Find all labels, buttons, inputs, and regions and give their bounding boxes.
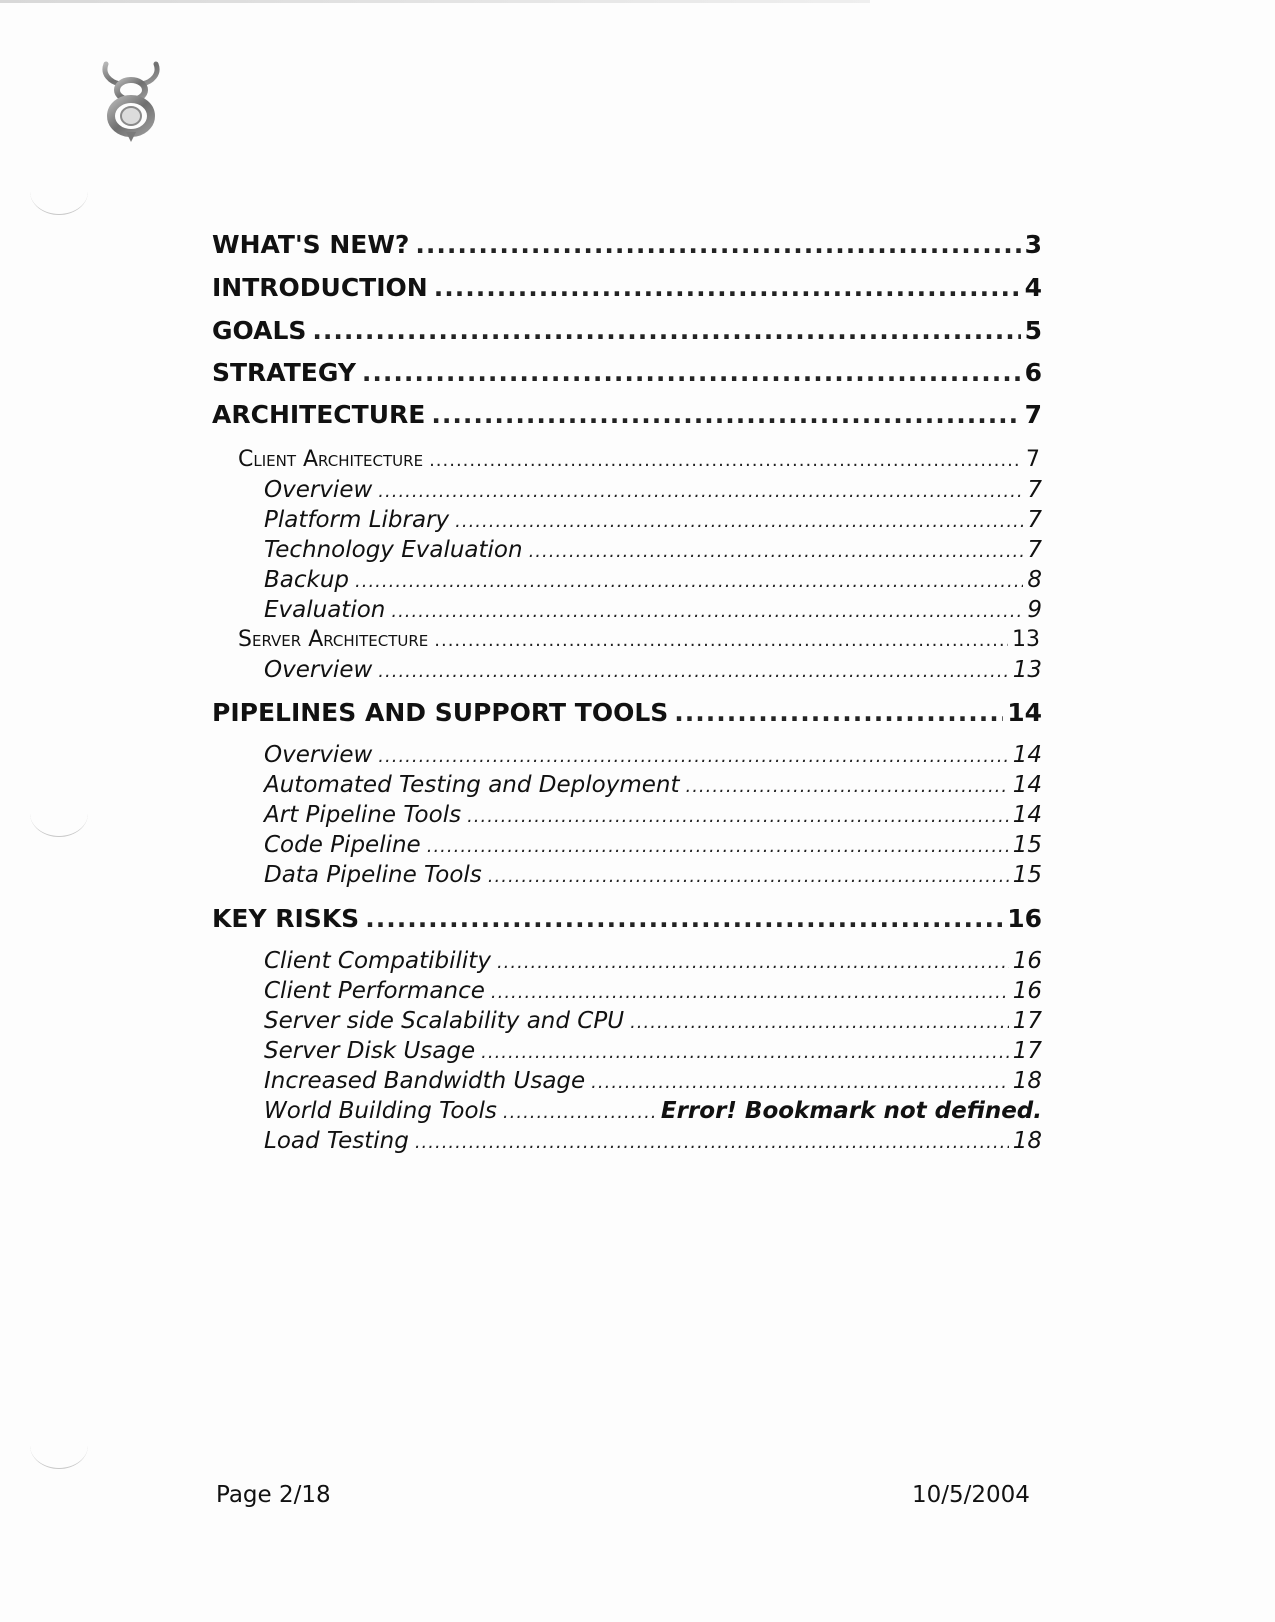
dot-leader bbox=[362, 358, 1021, 387]
toc-entry-title: Data Pipeline Tools bbox=[264, 862, 482, 888]
toc-entry-page: 6 bbox=[1024, 358, 1042, 387]
toc-entry-title: Art Pipeline Tools bbox=[264, 802, 462, 828]
toc-entry-page: 14 bbox=[1007, 698, 1042, 727]
toc-entry-page: 3 bbox=[1024, 230, 1042, 259]
toc-entry-title: Overview bbox=[264, 742, 373, 768]
toc-entry-title: Server Architecture bbox=[238, 627, 429, 652]
dot-leader bbox=[415, 1132, 1009, 1153]
toc-entry-title: World Building Tools bbox=[264, 1098, 497, 1124]
toc-entry-title: Automated Testing and Deployment bbox=[264, 772, 680, 798]
toc-entry-page: 16 bbox=[1012, 978, 1042, 1004]
toc-entry-page: 15 bbox=[1012, 832, 1042, 858]
dot-leader bbox=[467, 806, 1009, 827]
toc-entry[interactable] bbox=[238, 447, 1040, 472]
dot-leader bbox=[488, 866, 1009, 887]
toc-entry-page: 4 bbox=[1024, 273, 1042, 302]
dot-leader bbox=[415, 230, 1020, 259]
dot-leader bbox=[365, 904, 1003, 933]
toc-entry-title: Load Testing bbox=[264, 1128, 409, 1154]
toc-entry-page: 16 bbox=[1012, 948, 1042, 974]
toc-entry-title: Server side Scalability and CPU bbox=[264, 1008, 625, 1034]
toc-entry-title: WHAT'S NEW? bbox=[212, 230, 410, 259]
toc-entry[interactable] bbox=[264, 832, 1042, 858]
dot-leader bbox=[434, 273, 1021, 302]
footer-date: 10/5/2004 bbox=[912, 1482, 1030, 1508]
toc-entry[interactable] bbox=[264, 978, 1042, 1004]
toc-entry[interactable] bbox=[264, 597, 1042, 623]
dot-leader bbox=[391, 601, 1023, 622]
toc-entry-title: Overview bbox=[264, 477, 373, 503]
dot-leader bbox=[630, 1012, 1009, 1033]
toc-entry-title: Increased Bandwidth Usage bbox=[264, 1068, 586, 1094]
toc-entry[interactable] bbox=[264, 802, 1042, 828]
toc-entry-title: GOALS bbox=[212, 316, 307, 345]
toc-entry-page: 7 bbox=[1027, 477, 1042, 503]
toc-entry-title: Technology Evaluation bbox=[264, 537, 523, 563]
toc-entry[interactable] bbox=[212, 273, 1042, 302]
toc-entry[interactable] bbox=[264, 507, 1042, 533]
toc-entry-page: 14 bbox=[1012, 772, 1042, 798]
toc-entry-page: 14 bbox=[1012, 802, 1042, 828]
toc-entry[interactable] bbox=[212, 316, 1042, 345]
toc-entry-page: 17 bbox=[1012, 1038, 1042, 1064]
dot-leader bbox=[427, 836, 1009, 857]
toc-entry-page: 18 bbox=[1012, 1068, 1042, 1094]
toc-entry-page: 7 bbox=[1027, 537, 1042, 563]
toc-entry-page: 13 bbox=[1012, 627, 1040, 652]
toc-entry[interactable] bbox=[212, 698, 1042, 727]
toc-entry-title: PIPELINES AND SUPPORT TOOLS bbox=[212, 698, 669, 727]
dot-leader bbox=[497, 952, 1009, 973]
toc-entry[interactable] bbox=[238, 627, 1040, 652]
toc-entry-page: 8 bbox=[1027, 567, 1042, 593]
dot-leader bbox=[674, 698, 1003, 727]
toc-entry-title: INTRODUCTION bbox=[212, 273, 428, 302]
dot-leader bbox=[491, 982, 1009, 1003]
toc-entry[interactable] bbox=[264, 742, 1042, 768]
dot-leader bbox=[591, 1072, 1009, 1093]
toc-entry-page: 14 bbox=[1012, 742, 1042, 768]
toc-entry[interactable] bbox=[264, 1098, 1042, 1124]
dot-leader bbox=[378, 481, 1023, 502]
toc-entry-page: 16 bbox=[1007, 904, 1042, 933]
toc-entry-title: Client Compatibility bbox=[264, 948, 491, 974]
bookmark-error-text: Error! Bookmark not defined. bbox=[660, 1098, 1042, 1124]
toc-entry-title: Server Disk Usage bbox=[264, 1038, 476, 1064]
toc-entry[interactable] bbox=[264, 567, 1042, 593]
toc-entry-page: 9 bbox=[1027, 597, 1042, 623]
dot-leader bbox=[312, 316, 1020, 345]
toc-entry-page: 5 bbox=[1024, 316, 1042, 345]
toc-entry[interactable] bbox=[264, 948, 1042, 974]
dot-leader bbox=[434, 630, 1008, 651]
dot-leader bbox=[455, 511, 1023, 532]
toc-entry-page: 7 bbox=[1026, 447, 1040, 472]
toc-entry-page: 7 bbox=[1027, 507, 1042, 533]
toc-entry-title: Overview bbox=[264, 657, 373, 683]
toc-entry[interactable] bbox=[264, 862, 1042, 888]
toc-entry[interactable] bbox=[264, 1008, 1042, 1034]
toc-entry[interactable] bbox=[264, 1128, 1042, 1154]
toc-entry-title: ARCHITECTURE bbox=[212, 400, 426, 429]
dot-leader bbox=[431, 400, 1020, 429]
toc-entry-title: Evaluation bbox=[264, 597, 386, 623]
toc-entry[interactable] bbox=[264, 1068, 1042, 1094]
toc-entry-title: KEY RISKS bbox=[212, 904, 360, 933]
toc-entry-title: Code Pipeline bbox=[264, 832, 421, 858]
dot-leader bbox=[429, 450, 1022, 471]
toc-entry[interactable] bbox=[212, 400, 1042, 429]
toc-entry[interactable] bbox=[264, 657, 1042, 683]
toc-entry-title: Platform Library bbox=[264, 507, 450, 533]
toc-entry[interactable] bbox=[212, 358, 1042, 387]
footer-page-number: Page 2/18 bbox=[216, 1482, 331, 1508]
toc-entry-title: Client Architecture bbox=[238, 447, 424, 472]
toc-entry[interactable] bbox=[264, 477, 1042, 503]
dot-leader bbox=[529, 541, 1024, 562]
toc-entry-title: STRATEGY bbox=[212, 358, 356, 387]
toc-entry[interactable] bbox=[212, 904, 1042, 933]
dot-leader bbox=[685, 776, 1008, 797]
dot-leader bbox=[378, 661, 1008, 682]
toc-entry-page: 13 bbox=[1012, 657, 1042, 683]
toc-entry-page: 7 bbox=[1024, 400, 1042, 429]
toc-entry-page: 15 bbox=[1012, 862, 1042, 888]
toc-entry-page: 18 bbox=[1012, 1128, 1042, 1154]
toc-entry[interactable] bbox=[212, 230, 1042, 259]
toc-entry-title: Client Performance bbox=[264, 978, 485, 1004]
toc-entry[interactable] bbox=[264, 1038, 1042, 1064]
dot-leader bbox=[378, 746, 1008, 767]
toc-entry-title: Backup bbox=[264, 567, 350, 593]
dot-leader bbox=[503, 1102, 657, 1123]
dot-leader bbox=[481, 1042, 1009, 1063]
toc-entry[interactable] bbox=[264, 772, 1042, 798]
toc-entry[interactable] bbox=[264, 537, 1042, 563]
toc-entry-page: 17 bbox=[1012, 1008, 1042, 1034]
dot-leader bbox=[355, 571, 1023, 592]
